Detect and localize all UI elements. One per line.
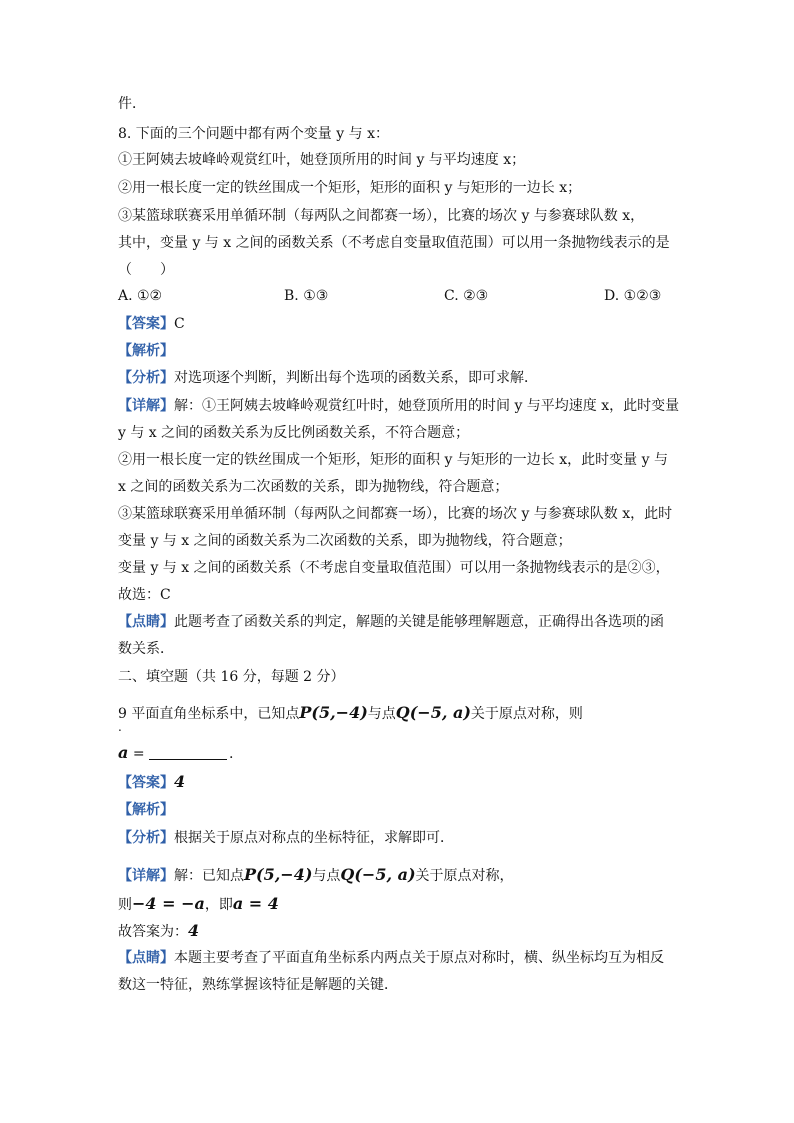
- question-8-prompt: 其中，变量 y 与 x 之间的函数关系（不考虑自变量取值范围）可以用一条抛物线表示的是: [118, 235, 670, 251]
- final-value: 4: [188, 921, 200, 940]
- analysis-heading-2: [118, 800, 174, 820]
- answer-tag: 【答案】: [118, 316, 174, 332]
- detail-line-10: [118, 894, 279, 915]
- equation-1: −4 = −a: [132, 894, 205, 913]
- comment-line-1: [118, 612, 664, 632]
- comment-line-4: 数这一特征，熟练掌握该特征是解题的关键．: [118, 977, 398, 993]
- analysis-text-2: 根据关于原点对称点的坐标特征，求解即可．: [174, 830, 454, 846]
- detail-suffix-9: 关于原点对称，: [415, 868, 514, 884]
- answer-value: C: [174, 316, 185, 332]
- detail-prefix-9: 解：已知点: [174, 868, 244, 884]
- question-8-item-2: ②用一根长度一定的铁丝围成一个矩形，矩形的面积 y 与矩形的一边长 x；: [118, 180, 582, 196]
- analysis-sub-tag: 【分析】: [118, 370, 174, 386]
- detail-line-3: ②用一根长度一定的铁丝围成一个矩形，矩形的面积 y 与矩形的一边长 x，此时变量 y 与: [118, 452, 668, 468]
- var-a: a: [118, 743, 129, 762]
- section-heading: 二、填空题（共 16 分，每题 2 分）: [118, 669, 345, 685]
- text-line: 件．: [118, 96, 146, 112]
- answer-line-2: [118, 772, 185, 793]
- detail-mid-9: 与点: [312, 868, 341, 884]
- period: .: [229, 746, 234, 762]
- detail-line-9: [118, 865, 514, 886]
- detail-line-1: [118, 396, 679, 416]
- detail-line-6: 变量 y 与 x 之间的函数关系为二次函数的关系，即为抛物线，符合题意；: [118, 533, 572, 549]
- choice-d: D. ①②③: [604, 288, 662, 304]
- analysis-sub-tag-2: 【分析】: [118, 830, 174, 846]
- choice-a: A. ①②: [118, 288, 163, 304]
- answer-value-2: 4: [174, 772, 186, 791]
- analysis-tag: 【解析】: [118, 343, 174, 359]
- analysis-tag-2: 【解析】: [118, 802, 174, 818]
- equation-2: a = 4: [232, 894, 279, 913]
- answer-tag-2: 【答案】: [118, 775, 174, 791]
- point-q-2: Q(−5, a): [340, 865, 416, 884]
- point-p: P(5,−4): [299, 703, 368, 722]
- point-q: Q(−5, a): [395, 703, 471, 722]
- final-answer-line: [118, 921, 199, 942]
- analysis-heading: [118, 341, 174, 361]
- then-prefix: 则: [118, 897, 132, 913]
- comment-tag-2: 【点睛】: [118, 950, 174, 966]
- answer-bracket: （ ）: [118, 262, 174, 278]
- detail-text-1: 解：①王阿姨去坡峰岭观赏红叶时，她登顶所用的时间 y 与平均速度 x，此时变量: [174, 398, 680, 414]
- choices-row: [118, 288, 678, 308]
- choice-b: B. ①③: [284, 288, 329, 304]
- comment-text-1: 此题考查了函数关系的判定，解题的关键是能够理解题意，正确得出各选项的函: [174, 614, 664, 630]
- detail-tag: 【详解】: [118, 398, 174, 414]
- then-mid: ，即: [204, 897, 233, 913]
- answer-line: [118, 314, 185, 334]
- analysis-line-2: [118, 828, 454, 848]
- point-p-2: P(5,−4): [244, 865, 313, 884]
- detail-line-2: y 与 x 之间的函数关系为反比例函数关系，不符合题意；: [118, 425, 470, 441]
- q9-mid: 与点: [367, 706, 396, 722]
- final-prefix: 故答案为：: [118, 924, 188, 940]
- q9-dot: .: [118, 720, 122, 734]
- analysis-text: 对选项逐个判断，判断出每个选项的函数关系，即可求解．: [174, 370, 538, 386]
- question-8-item-3: ③某篮球联赛采用单循环制（每两队之间都赛一场），比赛的场次 y 与参赛球队数 x，: [118, 208, 645, 224]
- detail-line-7: 变量 y 与 x 之间的函数关系（不考虑自变量取值范围）可以用一条抛物线表示的是②③，: [118, 560, 670, 576]
- detail-line-8: 故选：C: [118, 587, 171, 603]
- q9-suffix: 关于原点对称，则: [470, 706, 583, 722]
- choice-c: C. ②③: [444, 288, 489, 304]
- analysis-line: [118, 368, 538, 388]
- question-9-blank-line: [118, 743, 233, 764]
- question-9-stem: [118, 703, 583, 724]
- question-8-item-1: ①王阿姨去坡峰岭观赏红叶，她登顶所用的时间 y 与平均速度 x；: [118, 152, 526, 168]
- question-8-stem: 8. 下面的三个问题中都有两个变量 y 与 x：: [118, 126, 389, 142]
- detail-tag-2: 【详解】: [118, 868, 174, 884]
- comment-text-3: 本题主要考查了平面直角坐标系内两点关于原点对称时，横、纵坐标均互为相反: [174, 950, 664, 966]
- comment-tag: 【点睛】: [118, 614, 174, 630]
- comment-line-2: 数关系．: [118, 641, 174, 657]
- answer-blank: [149, 745, 227, 760]
- equals: =: [128, 746, 150, 762]
- q9-prefix: 9 平面直角坐标系中，已知点: [118, 706, 300, 722]
- detail-line-4: x 之间的函数关系为二次函数的关系，即为抛物线，符合题意；: [118, 479, 509, 495]
- detail-line-5: ③某篮球联赛采用单循环制（每两队之间都赛一场），比赛的场次 y 与参赛球队数 x，此时: [118, 506, 673, 522]
- comment-line-3: [118, 948, 664, 968]
